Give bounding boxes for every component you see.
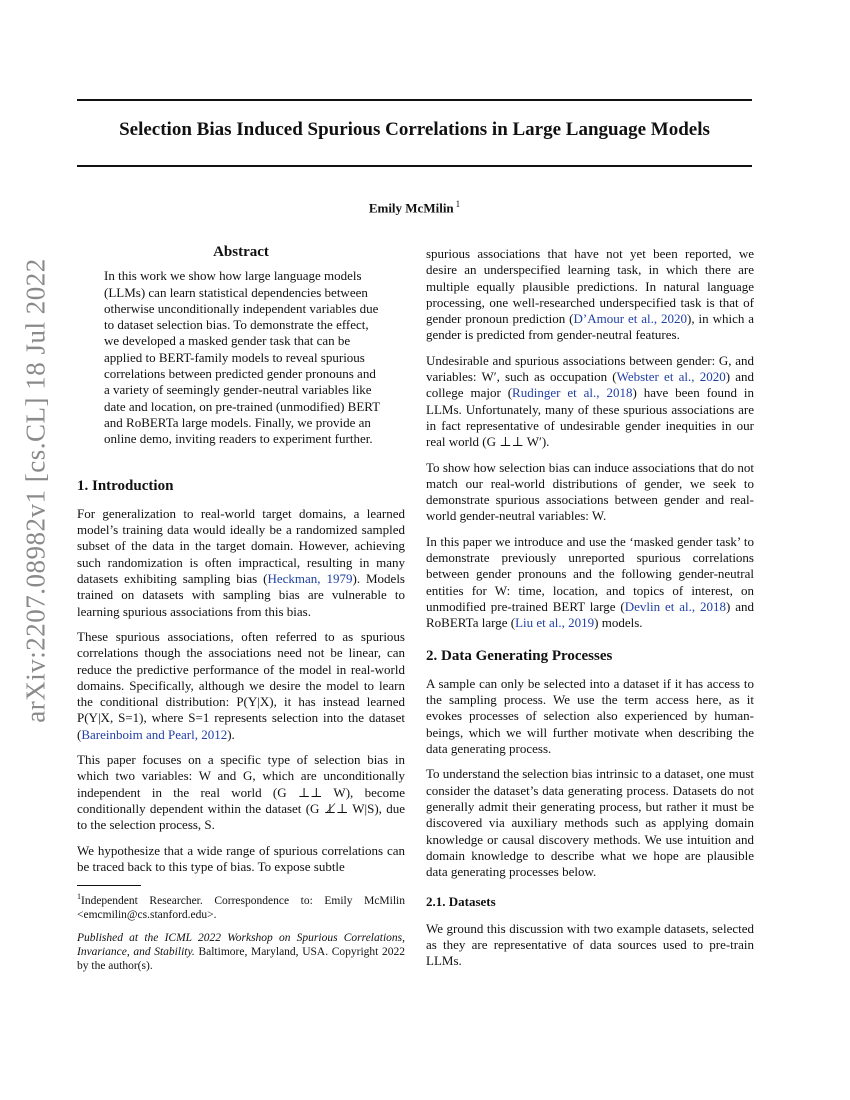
publication-venue: Published at the ICML 2022 Workshop on Spurious Correlations, Invariance, and Stability. <box>77 931 405 958</box>
intro-p2-text-b: ). <box>227 726 235 742</box>
intro-p1-text-b: ). Models trained on datasets with sampling bias are vulnerable to learning spurious associations from this bias. <box>77 571 405 619</box>
abstract-heading: Abstract <box>213 244 269 260</box>
title-rule-top <box>77 99 752 101</box>
right-p2-text-b: ) and college major ( <box>426 369 754 401</box>
citation-heckman[interactable]: Heckman, 1979 <box>267 571 353 587</box>
right-column <box>426 246 754 979</box>
right-p4-text-c: ) models. <box>594 615 643 631</box>
intro-p2-text-a: These spurious associations, often referred to as spurious correlations though the associations need not be linear, can reduce the predictive performance of the model in real-world domains. Specifically, although we desire the model to learn the conditional distribution: P(Y|X), it has instead learned P(Y|X, S=1), where S=1 represents selection into the dataset ( <box>77 628 405 742</box>
left-column <box>77 240 405 982</box>
abstract-text: In this work we show how large language models (LLMs) can learn statistical dependencies between otherwise unconditionally independent variables due to dataset selection bias. To demonstrate the effect, we developed a masked gender task that can be applied to BERT-family models to reveal spurious correlations between predicted gender pronouns and a variety of seemingly gender-neutral variables like date and location, on pre-trained (unmodified) BERT and RoBERTa large models. Finally, we provide an online demo, inviting readers to experiment further. <box>104 268 380 447</box>
section2-paragraph-1: A sample can only be selected into a dataset if it has access to the sampling process. We use the term access here, as it evokes processes of selection also experienced by human-beings, which we will further motivate when describing the data generating process. <box>426 675 754 757</box>
section2-paragraph-2: To understand the selection bias intrinsic to a dataset, one must consider the dataset’s data generating process. Datasets do not generally admit their generating process, but rather it must be discovered via auxiliary methods such as applying domain knowledge or causal discovery methods. We use intuition and domain knowledge to describe what we hope are plausible data generating processes below. <box>426 766 754 880</box>
footnote <box>77 890 405 922</box>
footnote-mark: 1 <box>77 892 81 902</box>
title-rule-bottom <box>77 165 752 167</box>
intro-paragraph-4: We hypothesize that a wide range of spurious correlations can be traced back to this type of bias. To expose subtle <box>77 842 405 874</box>
section-heading-introduction: 1. Introduction <box>77 477 174 494</box>
right-paragraph-4 <box>426 534 754 632</box>
abstract-block <box>104 268 380 447</box>
intro-paragraph-1 <box>77 506 405 620</box>
subsection-heading-datasets: 2.1. Datasets <box>426 894 496 910</box>
subsection-paragraph-1: We ground this discussion with two example datasets, selected as they are representative of data sources used to pre-train LLMs. <box>426 920 754 969</box>
right-p1-text-b: ), in which a gender is predicted from gender-neutral features. <box>426 311 755 343</box>
citation-webster[interactable]: Webster et al., 2020 <box>616 369 726 385</box>
author-affiliation-mark: 1 <box>455 199 461 209</box>
citation-damour[interactable]: D’Amour et al., 2020 <box>573 311 688 327</box>
right-paragraph-1 <box>426 246 754 344</box>
author-name: Emily McMilin <box>368 200 454 216</box>
right-p1-text-a: spurious associations that have not yet been reported, we desire an underspecified learning task, in which there are multiple equally plausible predictions. In natural language processing, one well-researched underspecified task is that of gender pronoun prediction ( <box>426 246 754 327</box>
author-line <box>77 199 752 216</box>
publication-copyright: Baltimore, Maryland, USA. Copyright 2022 by the author(s). <box>77 945 406 972</box>
paper-title: Selection Bias Induced Spurious Correlations in Large Language Models <box>119 119 710 140</box>
citation-rudinger[interactable]: Rudinger et al., 2018 <box>512 385 633 401</box>
right-p4-text-a: In this paper we introduce and use the ‘masked gender task’ to demonstrate previously unreported spurious correlations between gender pronouns and the following gender-neutral entities for W: time, location, and topics of interest, on unmodified pre-trained BERT large ( <box>426 533 754 614</box>
right-p2-text-a: Undesirable and spurious associations between gender: G, and variables: W′, such as occupation ( <box>426 352 754 385</box>
section-heading-data-generating: 2. Data Generating Processes <box>426 647 613 664</box>
citation-bareinboim-pearl[interactable]: Bareinboim and Pearl, 2012 <box>81 726 228 742</box>
footnote-text: Independent Researcher. Correspondence to: Emily McMilin <emcmilin@cs.stanford.edu>. <box>77 894 405 921</box>
right-p4-text-b: ) and RoBERTa large ( <box>426 598 754 631</box>
arxiv-sidebar-stamp <box>8 257 64 723</box>
citation-liu[interactable]: Liu et al., 2019 <box>515 615 595 631</box>
publication-note <box>77 931 405 973</box>
intro-p1-text-a: For generalization to real-world target domains, a learned model’s training data would ideally be a randomized sampled subset of the data in the target domain. However, achieving such randomization is often impractical, resulting in many datasets exhibiting sampling bias ( <box>77 505 405 587</box>
intro-paragraph-2 <box>77 629 405 743</box>
right-paragraph-3: To show how selection bias can induce associations that do not match our real-world distributions of gender, we seek to demonstrate spurious associations between gender and real-world gender-neutral variables: W. <box>426 459 754 524</box>
right-p2-text-c: ) have been found in LLMs. Unfortunately, many of these spurious associations are in fact representative of undesirable gender inequities in our real world (G ⊥⊥ W′). <box>426 385 754 450</box>
intro-paragraph-3: This paper focuses on a specific type of selection bias in which two variables: W and G, which are unconditionally independent in the real world (G ⊥⊥ W), become conditionally dependent within the dataset (G ⊥̸⊥ W|S), due to the selection process, S. <box>77 752 405 833</box>
citation-devlin[interactable]: Devlin et al., 2018 <box>624 598 726 614</box>
right-paragraph-2 <box>426 353 754 451</box>
arxiv-id: arXiv:2207.08982v1 [cs.CL] 18 Jul 2022 <box>20 257 51 723</box>
footnote-rule <box>77 885 141 886</box>
